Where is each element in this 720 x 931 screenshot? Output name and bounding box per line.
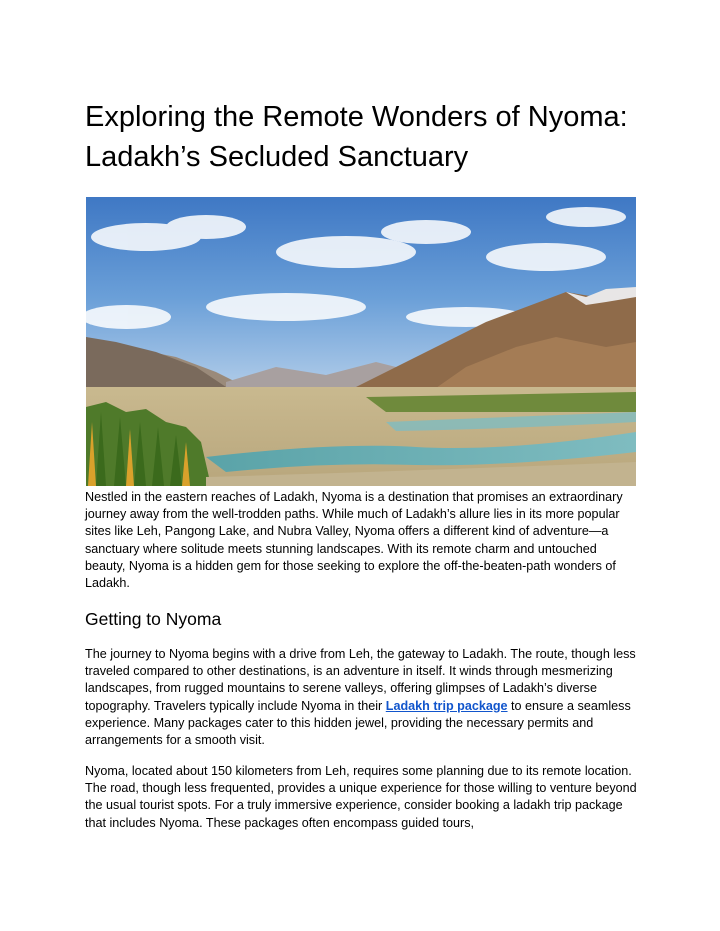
intro-paragraph: Nestled in the eastern reaches of Ladakh, Nyoma is a destination that promises an extraordinary journey away from the well-trodden paths. While much of Ladakh’s allure lies in its more popular sites like Leh, Pangong Lake, and Nubra Valley, Nyoma offers a different kind of adventure—a sanctuary where solitude meets stunning landscapes. With its remote charm and untouched beauty, Nyoma is a hidden gem for those seeking to explore the off-the-beaten-path wonders of Ladakh. bbox=[85, 490, 623, 591]
hero-image-nyoma-landscape bbox=[86, 197, 636, 486]
paragraph-text: The journey to Nyoma begins with a drive from Leh, the gateway to Ladakh. The route, though less traveled compared to other destinations, is an adventure in itself. It winds through mesmerizing landscapes, from rugged mountains to serene valleys, offering glimpses of Ladakh’s diverse topography. Travelers typically include Nyoma in their bbox=[85, 647, 636, 713]
paragraph-text: to ensure a seamless experience. Many packages cater to this hidden jewel, providing the necessary permits and arrangements for a smooth visit. bbox=[85, 698, 631, 748]
ladakh-trip-package-link[interactable]: Ladakh trip package bbox=[385, 698, 508, 713]
location-paragraph: Nyoma, located about 150 kilometers from Leh, requires some planning due to its remote location. The road, though less frequented, provides a unique experience for those willing to venture beyond the usual tourist spots. For a truly immersive experience, consider booking a ladakh trip package that includes Nyoma. These packages often encompass guided tours, bbox=[85, 764, 637, 830]
getting-there-paragraph bbox=[85, 646, 637, 749]
article-title: Exploring the Remote Wonders of Nyoma: Ladakh’s Secluded Sanctuary bbox=[85, 101, 628, 173]
section-heading-getting-to-nyoma: Getting to Nyoma bbox=[85, 609, 222, 629]
